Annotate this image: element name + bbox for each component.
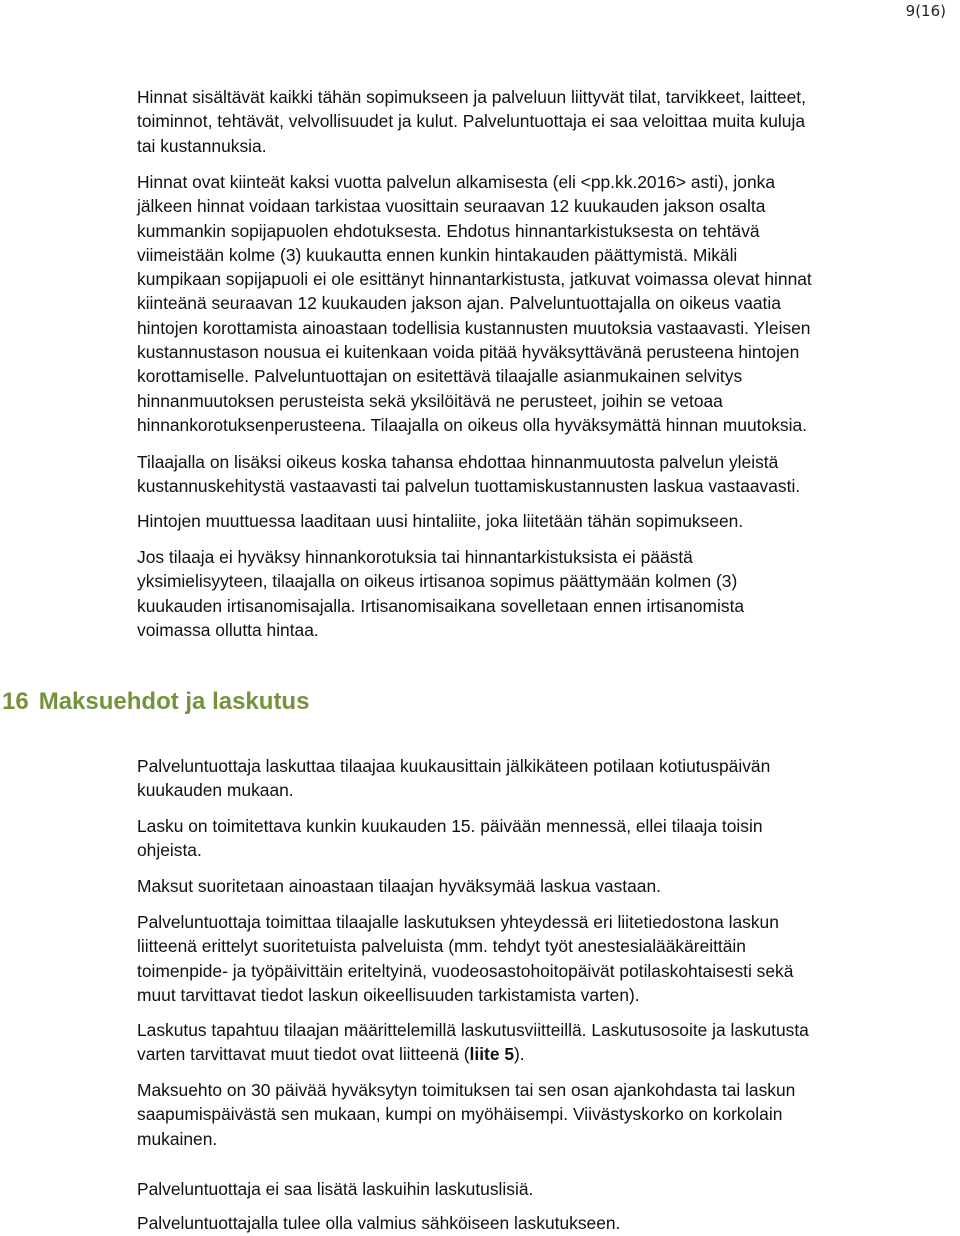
paragraph-new-price-annex (137, 509, 960, 533)
paragraph-billing-references (137, 1018, 960, 1067)
text-line: Hinnat sisältävät kaikki tähän sopimukseen ja palveluun liittyvät tilat, tarvikkeet, laitteet, (137, 87, 806, 107)
text-line: kustannuskehitystä vastaavasti tai palvelun tuottamiskustannusten laskua vastaavasti. (137, 476, 801, 497)
text-line: Lasku on toimitettava kunkin kuukauden 15. päivään mennessä, ellei tilaaja toisin (137, 816, 763, 836)
section-number: 16 (2, 688, 29, 715)
text-line (137, 1042, 960, 1066)
paragraph-fixed-prices (137, 170, 960, 437)
text-segment: varten tarvittavat muut tiedot ovat liitteenä ( (137, 1044, 470, 1065)
text-line: toiminnot, tehtävät, velvollisuudet ja kulut. Palveluntuottaja ei saa veloittaa muita kuluja (137, 111, 805, 132)
text-line: Laskutus tapahtuu tilaajan määrittelemillä laskutusviitteillä. Laskutusosoite ja laskutusta (137, 1020, 809, 1040)
paragraph-e-invoicing (137, 1211, 960, 1235)
paragraph-payment-terms (137, 1078, 960, 1151)
text-line: jälkeen hinnat voidaan tarkistaa vuosittain seuraavan 12 kuukauden jakson osalta (137, 196, 766, 217)
text-line: Palveluntuottaja toimittaa tilaajalle laskutuksen yhteydessä eri liitetiedostona laskun (137, 912, 779, 932)
text-line: voimassa ollutta hintaa. (137, 619, 319, 640)
paragraph-termination (137, 545, 960, 642)
text-line: ohjeista. (137, 840, 202, 861)
text-line: toimenpide- ja työpäivittäin eriteltyinä, vuodeosastohoitopäivät potilaskohtaisesti sekä (137, 960, 794, 981)
text-line: kumpikaan sopijapuoli ei ole esittänyt hinnantarkistusta, jatkuvat voimassa olevat hinnat (137, 269, 812, 290)
paragraph-payment-approval (137, 874, 960, 898)
section-title: Maksuehdot ja laskutus (38, 688, 310, 715)
text-segment: ). (514, 1044, 525, 1065)
annex-reference: liite 5 (469, 1044, 514, 1065)
text-line: kuukauden irtisanomisajalla. Irtisanomisaikana sovelletaan ennen irtisanomista (137, 595, 745, 616)
text-line: viimeistään kolme (3) kuukautta ennen kunkin hintakauden päättymistä. Mikäli (137, 244, 738, 265)
text-line: liitteenä erittelyt suoritetuista palveluista (mm. tehdyt työt anestesialääkäreittäin (137, 936, 746, 957)
paragraph-no-surcharges (137, 1177, 960, 1201)
text-line: mukainen. (137, 1128, 218, 1149)
text-line: tai kustannuksia. (137, 135, 267, 156)
text-line: saapumispäivästä sen mukaan, kumpi on myöhäisempi. Viivästyskorko on korkolain (137, 1104, 783, 1125)
paragraph-price-change-proposal (137, 450, 960, 499)
text-line: Maksuehto on 30 päivää hyväksytyn toimituksen tai sen osan ajankohdasta tai laskun (137, 1080, 796, 1100)
text-line: Tilaajalla on lisäksi oikeus koska tahansa ehdottaa hinnanmuutosta palvelun yleistä (137, 452, 779, 472)
paragraph-invoice-attachments (137, 910, 960, 1007)
text-line: Maksut suoritetaan ainoastaan tilaajan hyväksymää laskua vastaan. (137, 876, 661, 896)
paragraph-monthly-billing (137, 754, 960, 803)
text-line: kiinteänä seuraavan 12 kuukauden jakson ajan. Palveluntuottajalla on oikeus vaatia (137, 293, 781, 314)
text-line: Jos tilaaja ei hyväksy hinnankorotuksia tai hinnantarkistuksista ei päästä (137, 547, 693, 567)
text-line: yksimielisyyteen, tilaajalla on oikeus irtisanoa sopimus päättymään kolmen (3) (137, 571, 738, 592)
text-line: Hinnat ovat kiinteät kaksi vuotta palvelun alkamisesta (eli <pp.kk.2016> asti), jonka (137, 172, 776, 192)
text-line: muut tarvittavat tiedot laskun oikeellisuuden tarkistamista varten). (137, 984, 640, 1005)
text-line: Palveluntuottaja laskuttaa tilaajaa kuukausittain jälkikäteen potilaan kotiutuspäivän (137, 756, 771, 776)
section-heading (2, 688, 309, 716)
text-line: Hintojen muuttuessa laaditaan uusi hintaliite, joka liitetään tähän sopimukseen. (137, 511, 744, 531)
text-line: kuukauden mukaan. (137, 780, 294, 801)
text-line: Palveluntuottajalla tulee olla valmius sähköiseen laskutukseen. (137, 1213, 621, 1233)
paragraph-prices-include (137, 85, 960, 158)
text-line: hintojen korottamista ainoastaan todellisia kustannusten muutoksia vastaavasti. Yleisen (137, 317, 811, 338)
text-line: hinnanmuutoksen perusteista sekä yksilöitävä ne perusteet, joihin se vetoaa (137, 390, 723, 411)
text-line: kustannustason nousua ei kuitenkaan voida pitää hyväksyttävänä perusteena hintojen (137, 342, 800, 363)
paragraph-invoice-deadline (137, 814, 960, 863)
text-line: kummankin sopijapuolen ehdotuksesta. Ehdotus hinnantarkistuksesta on tehtävä (137, 220, 760, 241)
text-line: Palveluntuottaja ei saa lisätä laskuihin laskutuslisiä. (137, 1179, 534, 1199)
text-line: hinnankorotuksenperusteena. Tilaajalla on oikeus olla hyväksymättä hinnan muutoksia. (137, 414, 807, 435)
page-number: 9(16) (905, 2, 946, 20)
text-line: korottamiselle. Palveluntuottajan on esitettävä tilaajalle asianmukainen selvitys (137, 366, 743, 387)
